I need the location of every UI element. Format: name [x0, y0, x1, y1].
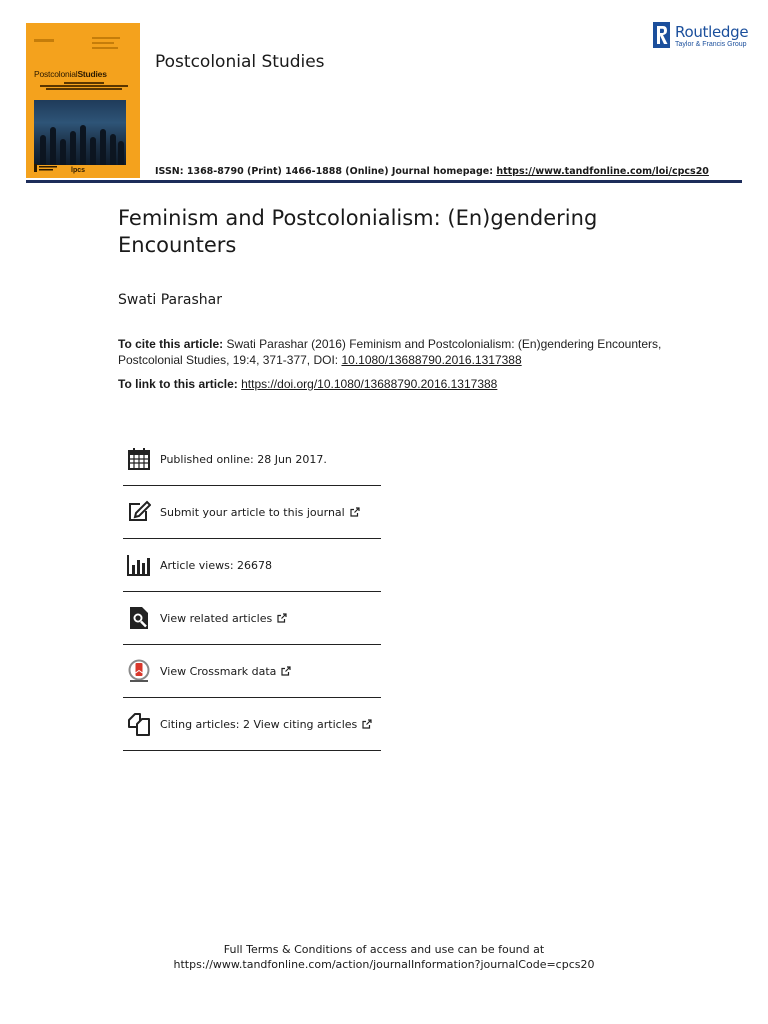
cover-title: PostcolonialStudies — [34, 69, 107, 79]
external-link-icon — [277, 613, 287, 623]
article-title: Feminism and Postcolonialism: (En)gendering Encounters — [118, 206, 598, 257]
published-row — [123, 433, 381, 486]
publisher-logo[interactable] — [653, 20, 763, 50]
article-author: Swati Parashar — [118, 292, 222, 308]
external-link-icon — [350, 507, 360, 517]
search-document-icon — [127, 606, 151, 630]
article-url-link[interactable]: https://doi.org/10.1080/13688790.2016.1317388 — [241, 377, 498, 391]
external-link-icon — [362, 719, 372, 729]
submit-article-link[interactable]: Submit your article to this journal — [160, 506, 360, 519]
crossmark-row[interactable] — [123, 645, 381, 698]
crossmark-link[interactable]: View Crossmark data — [160, 665, 291, 678]
cover-subtitle — [34, 81, 134, 91]
citing-row[interactable] — [123, 698, 381, 751]
publisher-name: Routledge — [675, 23, 749, 41]
published-date: Published online: 28 Jun 2017. — [160, 452, 327, 466]
terms-footer — [0, 942, 768, 972]
publisher-group: Taylor & Francis Group — [675, 41, 747, 48]
related-articles-link[interactable]: View related articles — [160, 612, 287, 625]
routledge-logo-icon — [653, 22, 670, 48]
cover-publisher-logo — [34, 164, 58, 174]
header-rule — [26, 180, 742, 183]
calendar-icon — [127, 447, 151, 471]
views-row — [123, 539, 381, 592]
related-row[interactable] — [123, 592, 381, 645]
bar-chart-icon — [127, 553, 151, 577]
terms-url[interactable]: https://www.tandfonline.com/action/journalInformation?journalCode=cpcs20 — [173, 958, 595, 971]
article-meta-list — [123, 433, 381, 751]
terms-text: Full Terms & Conditions of access and use can be found at — [223, 943, 545, 956]
citing-articles-link[interactable]: Citing articles: 2 View citing articles — [160, 718, 372, 731]
crossmark-icon — [127, 659, 151, 683]
doi-link[interactable]: 10.1080/13688790.2016.1317388 — [341, 352, 522, 367]
external-link-icon — [281, 666, 291, 676]
submit-row[interactable] — [123, 486, 381, 539]
article-link-line: To link to this article: https://doi.org/10.1080/13688790.2016.1317388 — [118, 377, 498, 391]
citing-icon — [127, 712, 151, 736]
journal-homepage-link[interactable]: https://www.tandfonline.com/loi/cpcs20 — [496, 166, 709, 177]
cover-society-logo: lpcs — [71, 167, 86, 174]
citation: To cite this article: Swati Parashar (2016) Feminism and Postcolonialism: (En)gendering Encounters, Postcolonial Studies, 19:4, 371-377, DOI: 10.1080/13688790.2016.1317388 — [118, 337, 662, 367]
cover-photo — [34, 100, 126, 165]
journal-name: Postcolonial Studies — [155, 52, 325, 72]
issn-line: ISSN: 1368-8790 (Print) 1466-1888 (Online) Journal homepage: https://www.tandfonline.com/loi/cpcs20 — [155, 166, 709, 177]
edit-icon — [127, 500, 151, 524]
article-views: Article views: 26678 — [160, 558, 273, 572]
journal-cover — [26, 23, 140, 178]
